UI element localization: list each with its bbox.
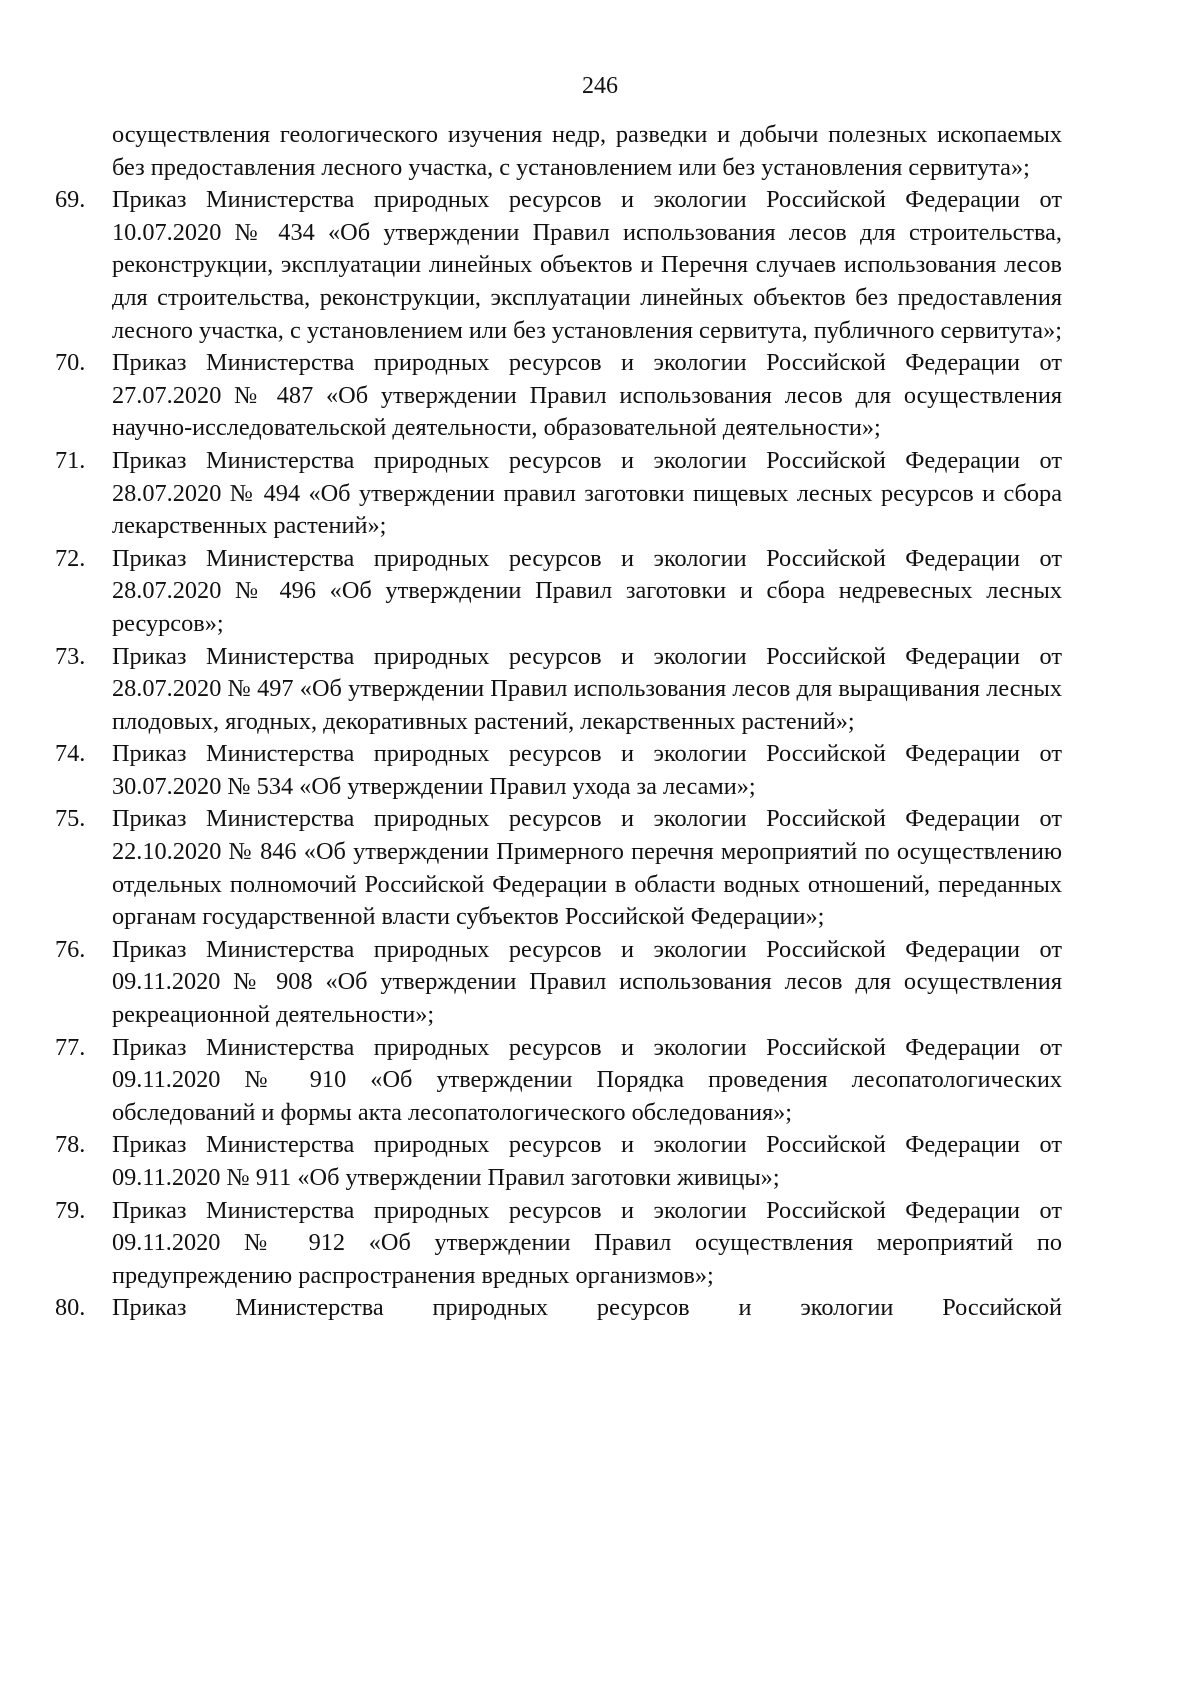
list-item-text: Приказ Министерства природных ресурсов и экологии Российской Федерации от 10.07.2020 № 434 «Об утверждении Правил использования лесов для строительства, реконструкции, эксплуатации линейных объектов и Перечня случаев использования лесов для строительства, реконструкции, эксплуатации линейных объектов без предоставления лесного участка, с установлением или без установления сервитута, публичного сервитута»;: [112, 186, 1062, 344]
list-item-text: Приказ Министерства природных ресурсов и экологии Российской Федерации от 30.07.2020 № 534 «Об утверждении Правил ухода за лесами»;: [112, 740, 1062, 800]
list-item-74: [55, 738, 1062, 803]
list-item-text: Приказ Министерства природных ресурсов и экологии Российской Федерации от 09.11.2020 № 910 «Об утверждении Порядка проведения лесопатологических обследований и формы акта лесопатологического обследования»;: [112, 1033, 1062, 1126]
list-item-text: Приказ Министерства природных ресурсов и экологии Российской Федерации от 22.10.2020 № 846 «Об утверждении Примерного перечня мероприятий по осуществлению отдельных полномочий Российской Федерации в области водных отношений, переданных органам государственной власти субъектов Российской Федерации»;: [112, 805, 1062, 931]
list-item-text: Приказ Министерства природных ресурсов и экологии Российской Федерации от 28.07.2020 № 494 «Об утверждении правил заготовки пищевых лесных ресурсов и сбора лекарственных растений»;: [112, 446, 1062, 540]
document-body: [55, 119, 1062, 1325]
list-item-80: [55, 1292, 1062, 1325]
list-item-text: Приказ Министерства природных ресурсов и экологии Российской Федерации от 09.11.2020 № 911 «Об утверждении Правил заготовки живицы»;: [112, 1131, 1062, 1191]
list-item-70: [55, 347, 1062, 445]
intro-paragraph: осуществления геологического изучения недр, разведки и добычи полезных ископаемых без предоставления лесного участка, с установлением или без установления сервитута»;: [112, 121, 1062, 181]
list-item-number: 78.: [55, 1131, 86, 1159]
list-item-text: Приказ Министерства природных ресурсов и экологии Российской Федерации от 09.11.2020 № 912 «Об утверждении Правил осуществления мероприятий по предупреждению распространения вредных организмов»;: [112, 1196, 1062, 1289]
list-item-79: [55, 1195, 1062, 1293]
list-item-77: [55, 1032, 1062, 1130]
list-item-number: 69.: [55, 186, 86, 214]
list-item-number: 75.: [55, 805, 86, 833]
list-item-text: Приказ Министерства природных ресурсов и экологии Российской Федерации от 27.07.2020 № 487 «Об утверждении Правил использования лесов для осуществления научно-исследовательской деятельности, образовательной деятельности»;: [112, 349, 1062, 442]
list-item-76: [55, 934, 1062, 1032]
list-item-72: [55, 543, 1062, 641]
list-item-number: 80.: [55, 1294, 86, 1322]
list-item-73: [55, 641, 1062, 739]
list-item-75: [55, 803, 1062, 933]
list-item-number: 74.: [55, 740, 86, 768]
list-item-number: 76.: [55, 935, 86, 963]
list-item-number: 70.: [55, 349, 86, 377]
list-item-number: 79.: [55, 1196, 86, 1224]
list-item-text: Приказ Министерства природных ресурсов и экологии Российской Федерации от 28.07.2020 № 497 «Об утверждении Правил использования лесов для выращивания лесных плодовых, ягодных, декоративных растений, лекарственных растений»;: [112, 642, 1062, 735]
list-item-71: [55, 445, 1062, 543]
list-item-number: 77.: [55, 1033, 86, 1061]
list-item-number: 72.: [55, 544, 86, 572]
list-item-number: 71.: [55, 446, 86, 474]
list-item-text: Приказ Министерства природных ресурсов и экологии Российской: [112, 1294, 1062, 1322]
list-item-text: Приказ Министерства природных ресурсов и экологии Российской Федерации от 28.07.2020 № 496 «Об утверждении Правил заготовки и сбора недревесных лесных ресурсов»;: [112, 544, 1062, 637]
list-item-78: [55, 1129, 1062, 1194]
page-number: 246: [582, 73, 618, 99]
list-item-number: 73.: [55, 642, 86, 670]
list-item-69: [55, 184, 1062, 347]
list-item-text: Приказ Министерства природных ресурсов и экологии Российской Федерации от 09.11.2020 № 908 «Об утверждении Правил использования лесов для осуществления рекреационной деятельности»;: [112, 935, 1062, 1029]
